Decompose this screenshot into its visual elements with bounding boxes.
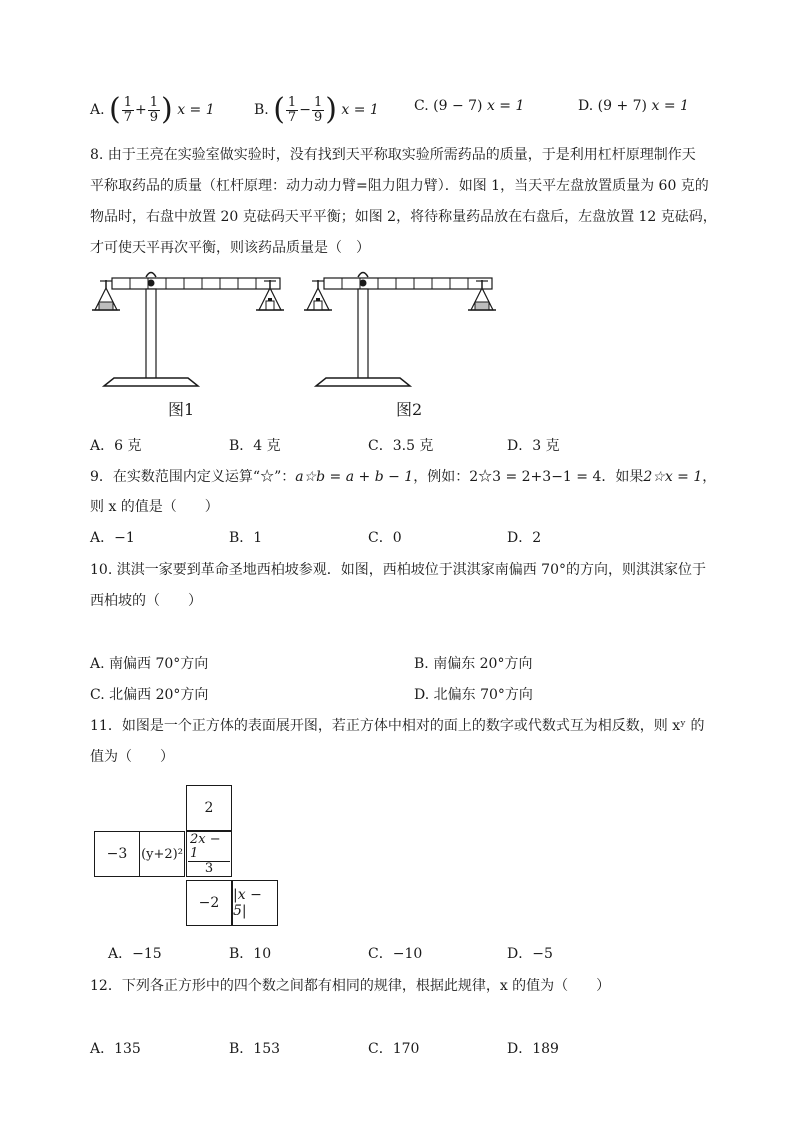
q10-option-a[interactable]: A. 南偏西 70°方向 xyxy=(90,656,209,672)
q9-option-a[interactable]: A．−1 xyxy=(90,530,135,546)
net-cell-top: 2 xyxy=(186,785,232,831)
q10-text-line-1: 10. 淇淇一家要到革命圣地西柏坡参观．如图，西柏坡位于淇淇家南偏西 70°的方向，则淇淇家位于 xyxy=(90,562,706,578)
q11-text-line-1: 11．如图是一个正方体的表面展开图，若正方体中相对的面上的数字或代数式互为相反数，则 xʸ 的 xyxy=(90,718,705,734)
q12-option-a[interactable]: A．135 xyxy=(90,1041,141,1057)
figure-1-caption: 图1 xyxy=(168,400,195,419)
net-cell-bottom: −2 xyxy=(186,880,232,926)
q10-option-c[interactable]: C. 北偏西 20°方向 xyxy=(90,687,209,703)
q9-option-b[interactable]: B．1 xyxy=(229,530,263,546)
q9-text-line-1: 9．在实数范围内定义运算“☆”：a☆b = a + b − 1，例如：2☆3 = 2+3−1 = 4．如果2☆x = 1， xyxy=(90,469,717,485)
q9-option-d[interactable]: D．2 xyxy=(507,530,542,546)
q7-option-b[interactable]: B. ( $\frac{1}{7}$ − $\frac{1}{9}$ ) x = 1 xyxy=(254,92,379,127)
q12-option-c[interactable]: C．170 xyxy=(368,1041,420,1057)
q8-text-line-3: 物品时，右盘中放置 20 克砝码天平平衡；如图 2，将待称量药品放在右盘后，左盘放置 12 克砝码， xyxy=(90,209,717,225)
q11-option-b[interactable]: B．10 xyxy=(229,946,272,962)
q8-text-line-2: 平称取药品的质量（杠杆原理：动力动力臂=阻力阻力臂）．如图 1，当天平左盘放置质量为 60 克的 xyxy=(90,178,709,194)
q12-option-d[interactable]: D．189 xyxy=(507,1041,559,1057)
q8-option-b[interactable]: B．4 克 xyxy=(229,438,281,454)
q8-option-a[interactable]: A．6 克 xyxy=(90,438,142,454)
q11-option-d[interactable]: D．−5 xyxy=(507,946,553,962)
q9-option-c[interactable]: C．0 xyxy=(368,530,402,546)
q8-text-line-1: 8. 由于王亮在实验室做实验时，没有找到天平称取实验所需药品的质量，于是利用杠杆原理制作天 xyxy=(90,147,696,163)
net-cell-abs: |x − 5| xyxy=(232,880,278,926)
net-cell-mid: (y+2)² xyxy=(139,831,185,877)
balance-figure-2 xyxy=(302,268,512,418)
q8-option-c[interactable]: C．3.5 克 xyxy=(368,438,434,454)
q11-text-line-2: 值为（ ） xyxy=(90,749,174,765)
figure-2-caption: 图2 xyxy=(396,400,423,419)
net-cell-frac: $\frac{2x - 1}{3}$ xyxy=(186,831,232,877)
q11-option-c[interactable]: C．−10 xyxy=(368,946,423,962)
q10-text-line-2: 西柏坡的（ ） xyxy=(90,593,202,609)
q7-option-c[interactable]: C. (9 − 7) x = 1 xyxy=(414,98,525,114)
q7-option-d[interactable]: D. (9 + 7) x = 1 xyxy=(578,98,689,114)
q8-option-d[interactable]: D．3 克 xyxy=(507,438,560,454)
q12-option-b[interactable]: B．153 xyxy=(229,1041,281,1057)
net-cell-left: −3 xyxy=(94,831,140,877)
q11-option-a[interactable]: A．−15 xyxy=(108,946,162,962)
balance-figure-1 xyxy=(90,268,300,418)
q7-option-a[interactable]: A. ( $\frac{1}{7}$ + $\frac{1}{9}$ ) x = 1 xyxy=(90,92,215,127)
q12-text-line: 12．下列各正方形中的四个数之间都有相同的规律，根据此规律，x 的值为（ ） xyxy=(90,978,611,994)
q10-option-b[interactable]: B. 南偏东 20°方向 xyxy=(414,656,533,672)
q10-option-d[interactable]: D. 北偏东 70°方向 xyxy=(414,687,533,703)
q9-text-line-2: 则 x 的值是（ ） xyxy=(90,499,219,515)
q8-text-line-4: 才可使天平再次平衡，则该药品质量是（ ） xyxy=(90,240,370,256)
